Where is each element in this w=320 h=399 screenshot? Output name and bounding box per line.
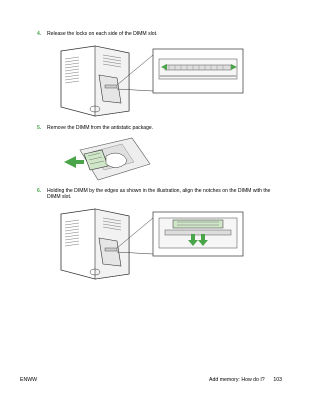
step-4 — [37, 31, 277, 37]
dimm-antistatic-package-illustration — [62, 136, 154, 182]
step-text: Remove the DIMM from the antistatic package. — [47, 125, 154, 131]
step-text: Holding the DIMM by the edges as shown in the illustration, align the notches on the DIMM with the DIMM slot. — [47, 188, 271, 201]
page-number: 103 — [273, 377, 282, 383]
step-text: Release the locks on each side of the DIMM slot. — [47, 31, 158, 37]
step-number: 6. — [37, 188, 42, 194]
step-6 — [37, 188, 277, 201]
footer-section-title: Add memory: How do I? — [209, 377, 265, 383]
footer-left: ENWW — [20, 377, 37, 383]
step-number: 5. — [37, 125, 42, 131]
step-5 — [37, 125, 277, 131]
footer-right — [209, 377, 282, 383]
step-number: 4. — [37, 31, 42, 37]
align-dimm-illustration — [55, 208, 247, 280]
printer-dimm-locks-illustration — [55, 45, 247, 117]
